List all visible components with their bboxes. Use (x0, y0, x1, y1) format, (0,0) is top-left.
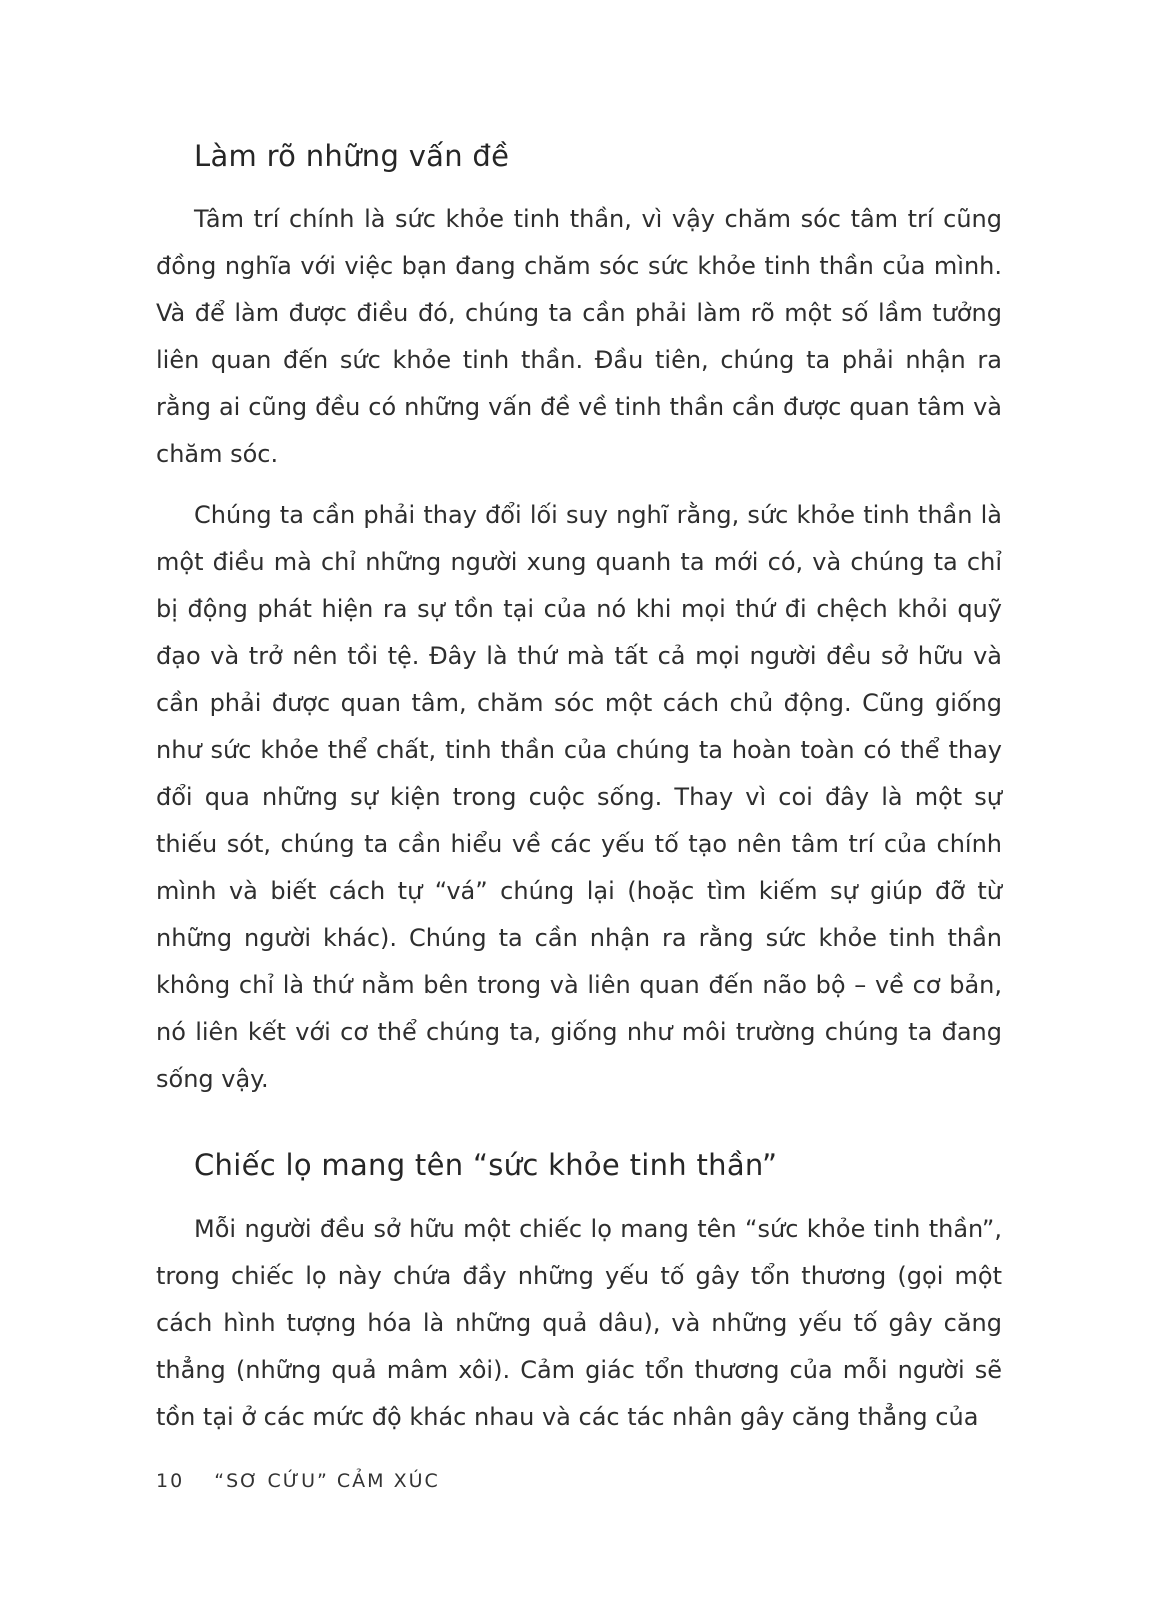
running-title: “SƠ CỨU” CẢM XÚC (214, 1470, 440, 1492)
paragraph-3: Mỗi người đều sở hữu một chiếc lọ mang tên “sức khỏe tinh thần”, trong chiếc lọ này chứa đầy những yếu tố gây tổn thương (gọi một cách hình tượng hóa là những quả dâu), và những yếu tố gây căng thẳng (những quả mâm xôi). Cảm giác tổn thương của mỗi người sẽ tồn tại ở các mức độ khác nhau và các tác nhân gây căng thẳng của (156, 1214, 1002, 1431)
page-footer (156, 1470, 440, 1492)
section-heading-mental-health-jar: Chiếc lọ mang tên “sức khỏe tinh thần” (194, 1148, 778, 1183)
paragraph-2: Chúng ta cần phải thay đổi lối suy nghĩ rằng, sức khỏe tinh thần là một điều mà chỉ những người xung quanh ta mới có, và chúng ta chỉ bị động phát hiện ra sự tồn tại của nó khi mọi thứ đi chệch khỏi quỹ đạo và trở nên tồi tệ. Đây là thứ mà tất cả mọi người đều sở hữu và cần phải được quan tâm, chăm sóc một cách chủ động. Cũng giống như sức khỏe thể chất, tinh thần của chúng ta hoàn toàn có thể thay đổi qua những sự kiện trong cuộc sống. Thay vì coi đây là một sự thiếu sót, chúng ta cần hiểu về các yếu tố tạo nên tâm trí của chính mình và biết cách tự “vá” chúng lại (hoặc tìm kiếm sự giúp đỡ từ những người khác). Chúng ta cần nhận ra rằng sức khỏe tinh thần không chỉ là thứ nằm bên trong và liên quan đến não bộ – về cơ bản, nó liên kết với cơ thể chúng ta, giống như môi trường chúng ta đang sống vậy. (156, 501, 1002, 1094)
page-body (156, 138, 1002, 1455)
paragraph-1: Tâm trí chính là sức khỏe tinh thần, vì vậy chăm sóc tâm trí cũng đồng nghĩa với việc bạn đang chăm sóc sức khỏe tinh thần của mình. Và để làm được điều đó, chúng ta cần phải làm rõ một số lầm tưởng liên quan đến sức khỏe tinh thần. Đầu tiên, chúng ta phải nhận ra rằng ai cũng đều có những vấn đề về tinh thần cần được quan tâm và chăm sóc. (156, 205, 1002, 469)
section-heading-clarify-issues: Làm rõ những vấn đề (194, 139, 510, 173)
page-number: 10 (156, 1470, 185, 1492)
